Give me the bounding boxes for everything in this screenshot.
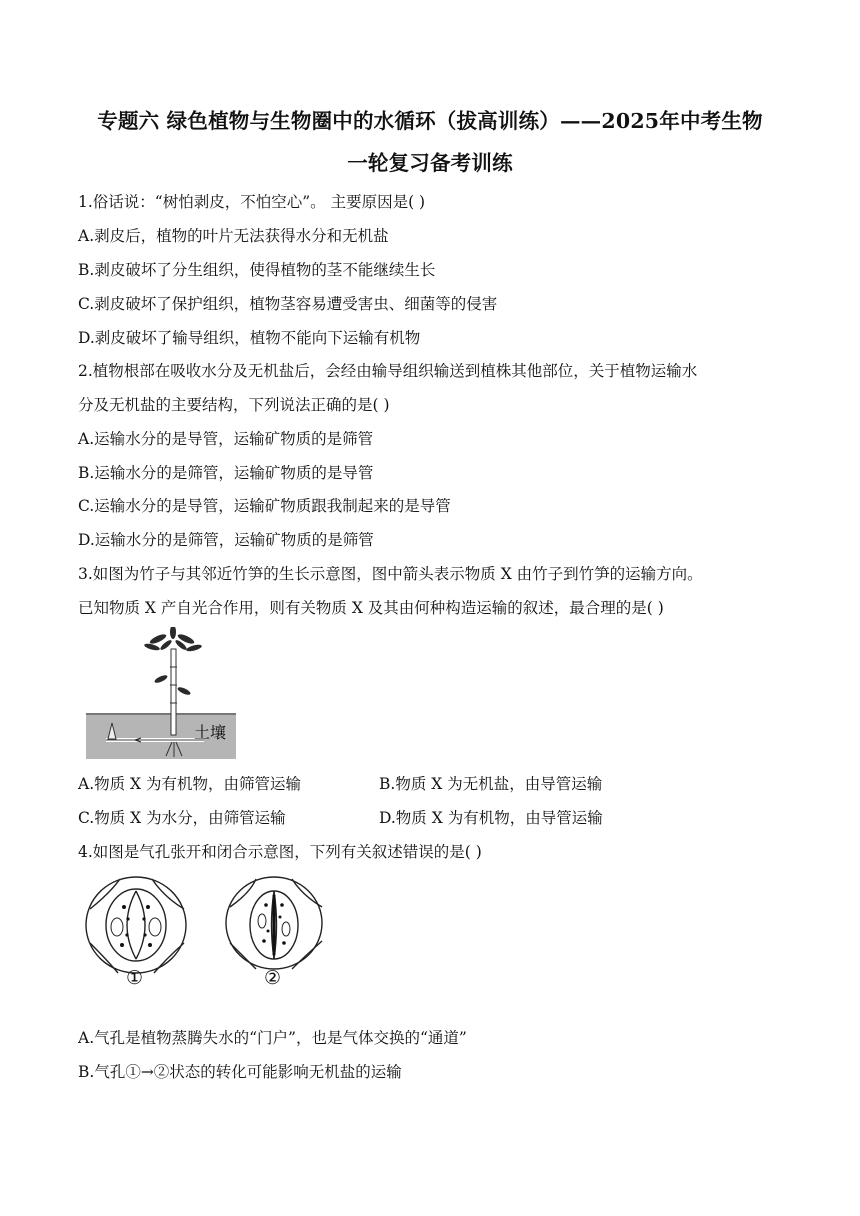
question-1-option-c: C.剥皮破坏了保护组织，植物茎容易遭受害虫、细菌等的侵害 xyxy=(78,295,498,313)
question-3-option-a: A.物质 X 为有机物，由筛管运输 xyxy=(78,775,302,793)
question-1-stem: 1.俗话说：“树怕剥皮，不怕空心”。 主要原因是( ) xyxy=(78,193,426,211)
question-3-option-b: B.物质 X 为无机盐，由导管运输 xyxy=(379,775,603,793)
stomata-label-1: ① xyxy=(126,967,144,989)
question-2-stem-line-2: 分及无机盐的主要结构，下列说法正确的是( ) xyxy=(78,396,390,414)
question-2-option-b: B.运输水分的是筛管，运输矿物质的是导管 xyxy=(78,464,374,482)
question-2-option-a: A.运输水分的是导管，运输矿物质的是筛管 xyxy=(78,430,374,448)
question-2-option-d: D.运输水分的是筛管，运输矿物质的是筛管 xyxy=(78,531,374,549)
question-3-option-d: D.物质 X 为有机物，由导管运输 xyxy=(379,809,603,827)
question-1-option-b: B.剥皮破坏了分生组织，使得植物的茎不能继续生长 xyxy=(78,261,436,279)
question-1-option-d: D.剥皮破坏了输导组织，植物不能向下运输有机物 xyxy=(78,329,421,347)
stomata-figure-open xyxy=(80,873,192,989)
stomata-label-2: ② xyxy=(264,967,282,989)
question-1-option-a: A.剥皮后，植物的叶片无法获得水分和无机盐 xyxy=(78,227,389,245)
question-2-option-c: C.运输水分的是导管，运输矿物质跟我制起来的是导管 xyxy=(78,497,451,515)
question-4-option-a: A.气孔是植物蒸腾失水的“门户”，也是气体交换的“通道” xyxy=(78,1029,467,1047)
question-4-option-b: B.气孔①→②状态的转化可能影响无机盐的运输 xyxy=(78,1063,402,1081)
question-2-stem-line-1: 2.植物根部在吸收水分及无机盐后，会经由输导组织输送到植株其他部位，关于植物运输水 xyxy=(78,362,698,380)
stomata-figure-closed xyxy=(222,873,330,989)
document-title-line-2: 一轮复习备考训练 xyxy=(347,151,513,175)
soil-label: 土壤 xyxy=(194,723,227,742)
question-4-stem: 4.如图是气孔张开和闭合示意图，下列有关叙述错误的是( ) xyxy=(78,843,482,861)
question-3-option-c: C.物质 X 为水分，由筛管运输 xyxy=(78,809,286,827)
bamboo-figure xyxy=(86,627,236,759)
question-3-stem-line-1: 3.如图为竹子与其邻近竹笋的生长示意图，图中箭头表示物质 X 由竹子到竹笋的运输方向。 xyxy=(78,565,703,583)
question-3-stem-line-2: 已知物质 X 产自光合作用，则有关物质 X 及其由何种构造运输的叙述，最合理的是( ) xyxy=(78,599,664,617)
document-title-line-1: 专题六 绿色植物与生物圈中的水循环（拔高训练）——2025年中考生物 xyxy=(97,109,763,133)
